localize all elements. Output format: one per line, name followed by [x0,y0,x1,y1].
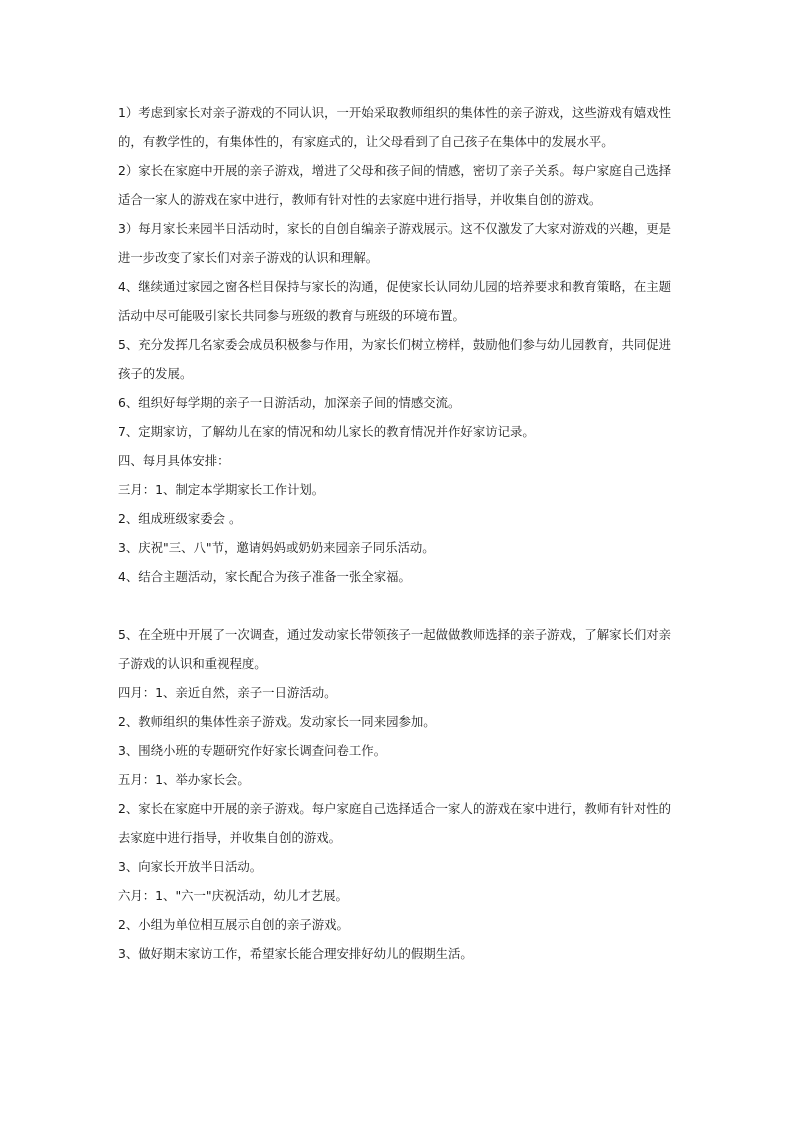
section-part1 [118,98,678,591]
document-body [118,98,678,968]
section-part2 [118,620,678,968]
paragraph: 5、充分发挥几名家委会成员积极参与作用，为家长们树立榜样，鼓励他们参与幼儿园教育，共同促进孩子的发展。 [118,337,672,381]
paragraph: 3、围绕小班的专题研究作好家长调查问卷工作。 [118,743,387,758]
section-heading: 四、每月具体安排： [118,453,230,468]
paragraph: 六月：1、"六一"庆祝活动，幼儿才艺展。 [118,888,348,903]
paragraph: 2、小组为单位相互展示自创的亲子游戏。 [118,917,349,932]
paragraph: 三月：1、制定本学期家长工作计划。 [118,482,325,497]
paragraph: 3、做好期末家访工作，希望家长能合理安排好幼儿的假期生活。 [118,946,473,961]
paragraph: 2、教师组织的集体性亲子游戏。发动家长一同来园参加。 [118,714,436,729]
paragraph: 3）每月家长来园半日活动时，家长的自创自编亲子游戏展示。这不仅激发了大家对游戏的兴趣，更是进一步改变了家长们对亲子游戏的认识和理解。 [118,221,672,265]
paragraph: 2、组成班级家委会 。 [118,511,242,526]
paragraph: 3、庆祝"三、八"节，邀请妈妈或奶奶来园亲子同乐活动。 [118,540,435,555]
paragraph: 4、继续通过家园之窗各栏目保持与家长的沟通，促使家长认同幼儿园的培养要求和教育策略，在主题活动中尽可能吸引家长共同参与班级的教育与班级的环境布置。 [118,279,672,323]
paragraph: 3、向家长开放半日活动。 [118,859,263,874]
paragraph: 5、在全班中开展了一次调查，通过发动家长带领孩子一起做做教师选择的亲子游戏，了解家长们对亲子游戏的认识和重视程度。 [118,627,672,671]
paragraph: 6、组织好每学期的亲子一日游活动，加深亲子间的情感交流。 [118,395,461,410]
paragraph: 7、定期家访，了解幼儿在家的情况和幼儿家长的教育情况并作好家访记录。 [118,424,535,439]
paragraph: 1）考虑到家长对亲子游戏的不同认识，一开始采取教师组织的集体性的亲子游戏，这些游戏有嬉戏性的，有教学性的，有集体性的，有家庭式的，让父母看到了自己孩子在集体中的发展水平。 [118,105,672,149]
paragraph: 五月：1、举办家长会。 [118,772,250,787]
paragraph: 四月：1、亲近自然，亲子一日游活动。 [118,685,337,700]
paragraph: 2）家长在家庭中开展的亲子游戏，增进了父母和孩子间的情感，密切了亲子关系。每户家庭自己选择适合一家人的游戏在家中进行，教师有针对性的去家庭中进行指导，并收集自创的游戏。 [118,163,672,207]
paragraph: 2、家长在家庭中开展的亲子游戏。每户家庭自己选择适合一家人的游戏在家中进行，教师有针对性的去家庭中进行指导，并收集自创的游戏。 [118,801,672,845]
blank-line [118,591,678,620]
paragraph: 4、结合主题活动，家长配合为孩子准备一张全家福。 [118,569,411,584]
